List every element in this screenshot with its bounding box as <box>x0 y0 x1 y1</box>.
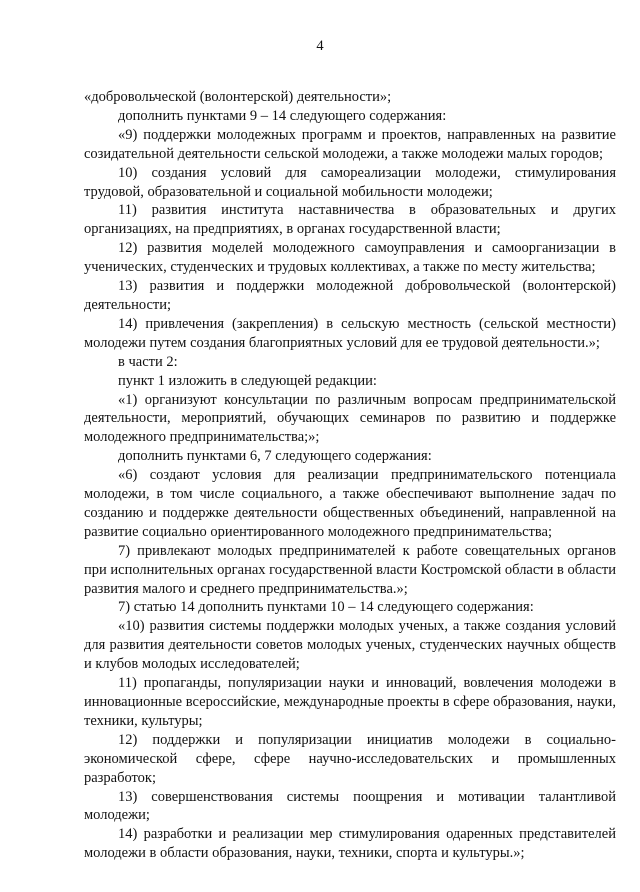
paragraph-2: «9) поддержки молодежных программ и проектов, направленных на развитие созидательной деятельности сельской молодежи, а также молодежи малых городов; <box>84 126 616 162</box>
paragraph-1: дополнить пунктами 9 – 14 следующего содержания: <box>118 107 447 124</box>
paragraph-11: дополнить пунктами 6, 7 следующего содержания: <box>118 448 432 465</box>
paragraph-7: 14) привлечения (закрепления) в сельскую местность (сельской местности) молодежи путем создания благоприятных условий для ее трудовой деятельности.»; <box>84 315 616 351</box>
paragraph-17: 12) поддержки и популяризации инициатив молодежи в социально-экономической сфере, сфере научно-исследовательских и промышленных разработок; <box>84 731 616 786</box>
paragraph-10: «1) организуют консультации по различным вопросам предпринимательской деятельности, мероприятий, обучающих семинаров по развитию и поддержке молодежного предпринимательства;»; <box>84 391 616 446</box>
paragraph-0: «добровольческой (волонтерской) деятельности»; <box>84 89 392 105</box>
paragraph-4: 11) развития института наставничества в образовательных и других организациях, на предприятиях, в органах государственной власти; <box>84 202 616 238</box>
paragraph-9: пункт 1 изложить в следующей редакции: <box>118 372 377 389</box>
paragraph-13: 7) привлекают молодых предпринимателей к работе совещательных органов при исполнительных органах государственной власти Костромской области в области развития малого и среднего предпринимательства.»; <box>84 542 616 597</box>
paragraph-5: 12) развития моделей молодежного самоуправления и самоорганизации в ученических, студенческих и трудовых коллективах, а также по месту жительства; <box>84 240 616 276</box>
paragraph-12: «6) создают условия для реализации предпринимательского потенциала молодежи, в том числе социального, а также обеспечивают выполнение задач по созданию и поддержке деятельности общественных объединений, направленной на развитие социально ориентированного молодежного предпринимательства; <box>84 467 616 540</box>
paragraph-16: 11) пропаганды, популяризации науки и инноваций, вовлечения молодежи в инновационные всероссийские, международные проекты в сфере образования, науки, техники, культуры; <box>84 675 616 729</box>
paragraph-18: 13) совершенствования системы поощрения и мотивации талантливой молодежи; <box>84 788 616 824</box>
page-number: 4 <box>316 38 324 54</box>
paragraph-19: 14) разработки и реализации мер стимулирования одаренных представителей молодежи в области образования, науки, техники, спорта и культуры.»; <box>84 826 616 862</box>
paragraph-6: 13) развития и поддержки молодежной добровольческой (волонтерской) деятельности; <box>84 278 616 313</box>
paragraph-3: 10) создания условий для самореализации молодежи, стимулирования трудовой, образовательной и социальной мобильности молодежи; <box>84 164 616 200</box>
paragraph-8: в части 2: <box>118 353 178 370</box>
paragraph-15: «10) развития системы поддержки молодых ученых, а также создания условий для развития деятельности советов молодых ученых, студенческих научных обществ и клубов молодых исследователей; <box>84 618 616 673</box>
document-body <box>84 88 616 863</box>
paragraph-14: 7) статью 14 дополнить пунктами 10 – 14 следующего содержания: <box>118 599 534 616</box>
